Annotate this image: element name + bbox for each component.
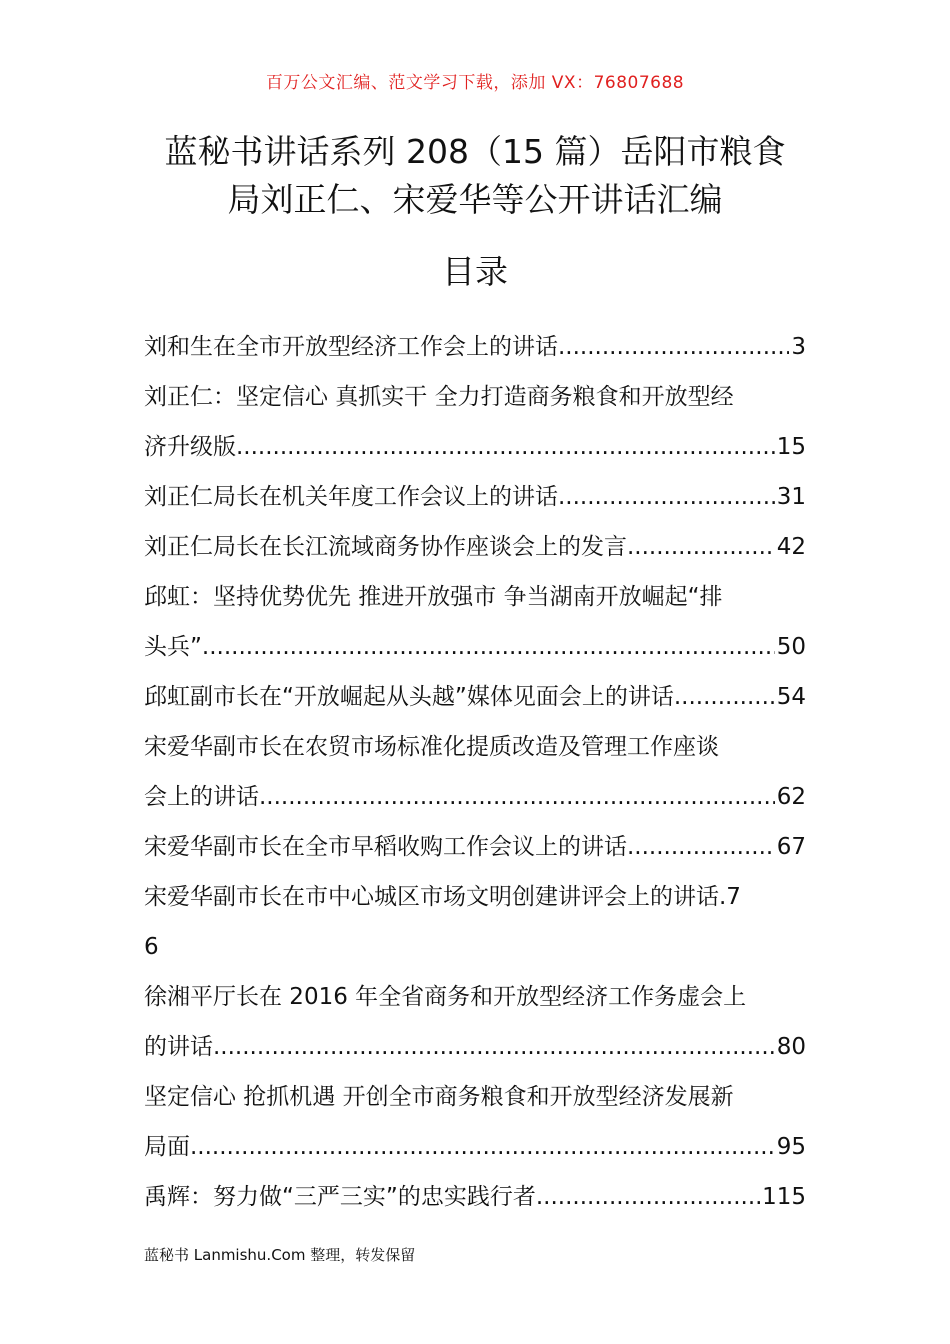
toc-entry-title-line: 宋爱华副市长在农贸市场标准化提质改造及管理工作座谈: [144, 734, 719, 760]
toc-entry-title: 刘正仁局长在长江流域商务协作座谈会上的发言: [144, 534, 627, 560]
title-line-2: 局刘正仁、宋爱华等公开讲话汇编: [227, 180, 723, 219]
toc-entry-title-line: 邱虹：坚持优势优先 推进开放强市 争当湖南开放崛起“排: [144, 584, 723, 610]
toc-entry-title: 济升级版: [144, 434, 236, 460]
toc-entry[interactable]: [144, 1072, 806, 1172]
title-line-1: 蓝秘书讲话系列 208（15 篇）岳阳市粮食: [164, 132, 786, 171]
toc-entry[interactable]: [144, 572, 806, 672]
toc-entry-title: 邱虹副市长在“开放崛起从头越”媒体见面会上的讲话: [144, 684, 674, 710]
toc-dot-leader: [213, 1022, 775, 1072]
toc-entry-title: 禹辉：努力做“三严三实”的忠实践行者: [144, 1184, 536, 1210]
toc-entry-title: 头兵”: [144, 634, 202, 660]
toc-entry[interactable]: [144, 872, 806, 972]
toc-entry[interactable]: [144, 322, 806, 372]
toc-page-number: 62: [776, 784, 806, 810]
toc-entry-title: 的讲话: [144, 1034, 213, 1060]
toc-page-number: 80: [776, 1034, 806, 1060]
toc-page-number: 42: [776, 534, 806, 560]
toc-dot-leader: [558, 472, 775, 522]
toc-entry[interactable]: [144, 972, 806, 1072]
toc-dot-leader: [558, 322, 789, 372]
toc-entry-title-line: 坚定信心 抢抓机遇 开创全市商务粮食和开放型经济发展新: [144, 1084, 734, 1110]
header-contact-note: 百万公文汇编、范文学习下载，添加 VX：76807688: [265, 73, 685, 93]
toc-entry[interactable]: [144, 672, 806, 722]
toc-dot-leader: [236, 422, 775, 472]
toc-entry-title: 刘正仁局长在机关年度工作会议上的讲话: [144, 484, 558, 510]
table-of-contents: [144, 322, 806, 1222]
toc-page-number: 50: [776, 634, 806, 660]
toc-entry[interactable]: [144, 472, 806, 522]
toc-entry[interactable]: [144, 722, 806, 822]
toc-entry-title-line: 刘正仁：坚定信心 真抓实干 全力打造商务粮食和开放型经: [144, 384, 734, 410]
toc-entry-title: 6: [144, 934, 159, 960]
toc-entry[interactable]: [144, 372, 806, 472]
toc-dot-leader: [259, 772, 775, 822]
toc-entry[interactable]: [144, 822, 806, 872]
footer-note: 蓝秘书 Lanmishu.Com 整理，转发保留: [144, 1246, 416, 1264]
toc-page-number: 3: [791, 334, 806, 360]
toc-dot-leader: [627, 822, 775, 872]
toc-page-number: 95: [776, 1134, 806, 1160]
toc-dot-leader: [202, 622, 775, 672]
toc-page-number: 15: [776, 434, 806, 460]
document-title: [120, 128, 830, 224]
toc-heading: 目录: [442, 252, 508, 291]
toc-dot-leader: [536, 1172, 760, 1222]
toc-page-number: 115: [762, 1184, 806, 1210]
toc-page-number: 31: [776, 484, 806, 510]
toc-page-number: 54: [776, 684, 806, 710]
toc-entry-title-line: 宋爱华副市长在市中心城区市场文明创建讲评会上的讲话.7: [144, 884, 741, 910]
toc-dot-leader: [674, 672, 775, 722]
toc-entry-title: 刘和生在全市开放型经济工作会上的讲话: [144, 334, 558, 360]
toc-entry-title: 局面: [144, 1134, 190, 1160]
toc-page-number: 67: [776, 834, 806, 860]
toc-entry[interactable]: [144, 1172, 806, 1222]
toc-entry-title: 宋爱华副市长在全市早稻收购工作会议上的讲话: [144, 834, 627, 860]
toc-entry-title-line: 徐湘平厅长在 2016 年全省商务和开放型经济工作务虚会上: [144, 984, 747, 1010]
toc-entry[interactable]: [144, 522, 806, 572]
toc-dot-leader: [627, 522, 775, 572]
toc-dot-leader: [190, 1122, 775, 1172]
toc-entry-title: 会上的讲话: [144, 784, 259, 810]
